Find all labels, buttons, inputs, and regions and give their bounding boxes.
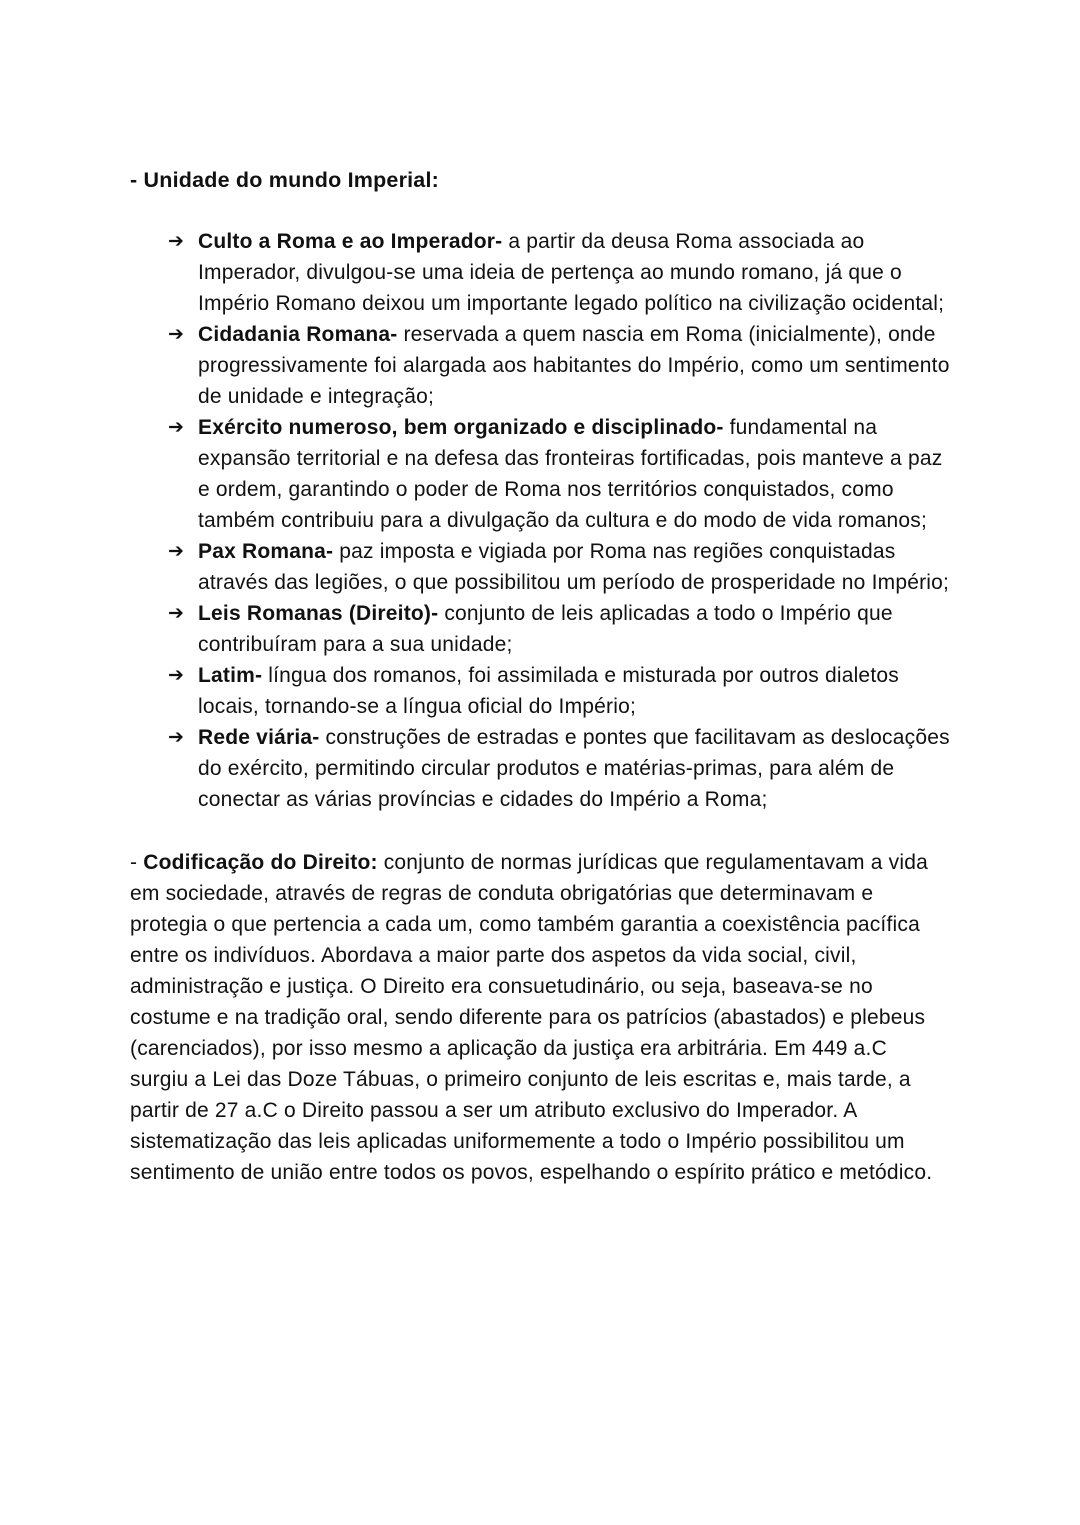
arrow-bullet-icon: ➔ xyxy=(168,727,185,748)
list-item xyxy=(168,319,950,412)
list-item xyxy=(168,598,950,660)
list-item xyxy=(168,660,950,722)
list-item-term: Pax Romana- xyxy=(198,540,334,563)
list-item-term: Leis Romanas (Direito)- xyxy=(198,602,439,625)
arrow-bullet-icon: ➔ xyxy=(168,324,185,345)
list-item-text xyxy=(198,319,950,412)
list-item-description: construções de estradas e pontes que facilitavam as deslocações do exército, permitindo circular produtos e matérias-primas, para além de conectar as várias províncias e cidades do Império a Roma; xyxy=(198,726,950,811)
arrow-bullet-icon: ➔ xyxy=(168,665,185,686)
section-heading: - Unidade do mundo Imperial: xyxy=(130,168,439,192)
paragraph-dash: - xyxy=(130,851,144,874)
list-item xyxy=(168,536,950,598)
list-item-term: Culto a Roma e ao Imperador- xyxy=(198,230,503,253)
bullet-list xyxy=(130,226,950,815)
arrow-bullet-icon: ➔ xyxy=(168,417,185,438)
list-item-description: fundamental na expansão territorial e na defesa das fronteiras fortificadas, pois manteve a paz e ordem, garantindo o poder de Roma nos territórios conquistados, como também contribuiu para a divulgação da cultura e do modo de vida romanos; xyxy=(198,416,943,532)
list-item-term: Cidadania Romana- xyxy=(198,323,398,346)
arrow-bullet-icon: ➔ xyxy=(168,541,185,562)
list-item-text xyxy=(198,660,950,722)
list-item-term: Exército numeroso, bem organizado e disciplinado- xyxy=(198,416,724,439)
list-item-text xyxy=(198,226,950,319)
arrow-bullet-icon: ➔ xyxy=(168,231,185,252)
paragraph-term: Codificação do Direito: xyxy=(143,851,378,874)
list-item-description: a partir da deusa Roma associada ao Imperador, divulgou-se uma ideia de pertença ao mundo romano, já que o Império Romano deixou um importante legado político na civilização ocidental; xyxy=(198,230,945,315)
list-item-description: conjunto de leis aplicadas a todo o Império que contribuíram para a sua unidade; xyxy=(198,602,893,656)
list-item-description: reservada a quem nascia em Roma (inicialmente), onde progressivamente foi alargada aos habitantes do Império, como um sentimento de unidade e integração; xyxy=(198,323,950,408)
paragraph-text: conjunto de normas jurídicas que regulamentavam a vida em sociedade, através de regras de conduta obrigatórias que determinavam e protegia o que pertencia a cada um, como também garantia a coexistência pacífica entre os indivíduos. Abordava a maior parte dos aspetos da vida social, civil, administração e justiça. O Direito era consuetudinário, ou seja, baseava-se no costume e na tradição oral, sendo diferente para os patrícios (abastados) e plebeus (carenciados), por isso mesmo a aplicação da justiça era arbitrária. Em 449 a.C surgiu a Lei das Doze Tábuas, o primeiro conjunto de leis escritas e, mais tarde, a partir de 27 a.C o Direito passou a ser um atributo exclusivo do Imperador. A sistematização das leis aplicadas uniformemente a todo o Império possibilitou um sentimento de união entre todos os povos, espelhando o espírito prático e metódico. xyxy=(130,851,933,1184)
list-item-text xyxy=(198,722,950,815)
list-item-text xyxy=(198,598,950,660)
body-paragraph xyxy=(130,847,950,1188)
list-item-description: paz imposta e vigiada por Roma nas regiões conquistadas através das legiões, o que possibilitou um período de prosperidade no Império; xyxy=(198,540,950,594)
list-item-text xyxy=(198,536,950,598)
list-item xyxy=(168,412,950,536)
list-item xyxy=(168,226,950,319)
list-item-description: língua dos romanos, foi assimilada e misturada por outros dialetos locais, tornando-se a língua oficial do Império; xyxy=(198,664,899,718)
list-item-term: Rede viária- xyxy=(198,726,320,749)
list-item-term: Latim- xyxy=(198,664,263,687)
arrow-bullet-icon: ➔ xyxy=(168,603,185,624)
list-item-text xyxy=(198,412,950,536)
list-item xyxy=(168,722,950,815)
